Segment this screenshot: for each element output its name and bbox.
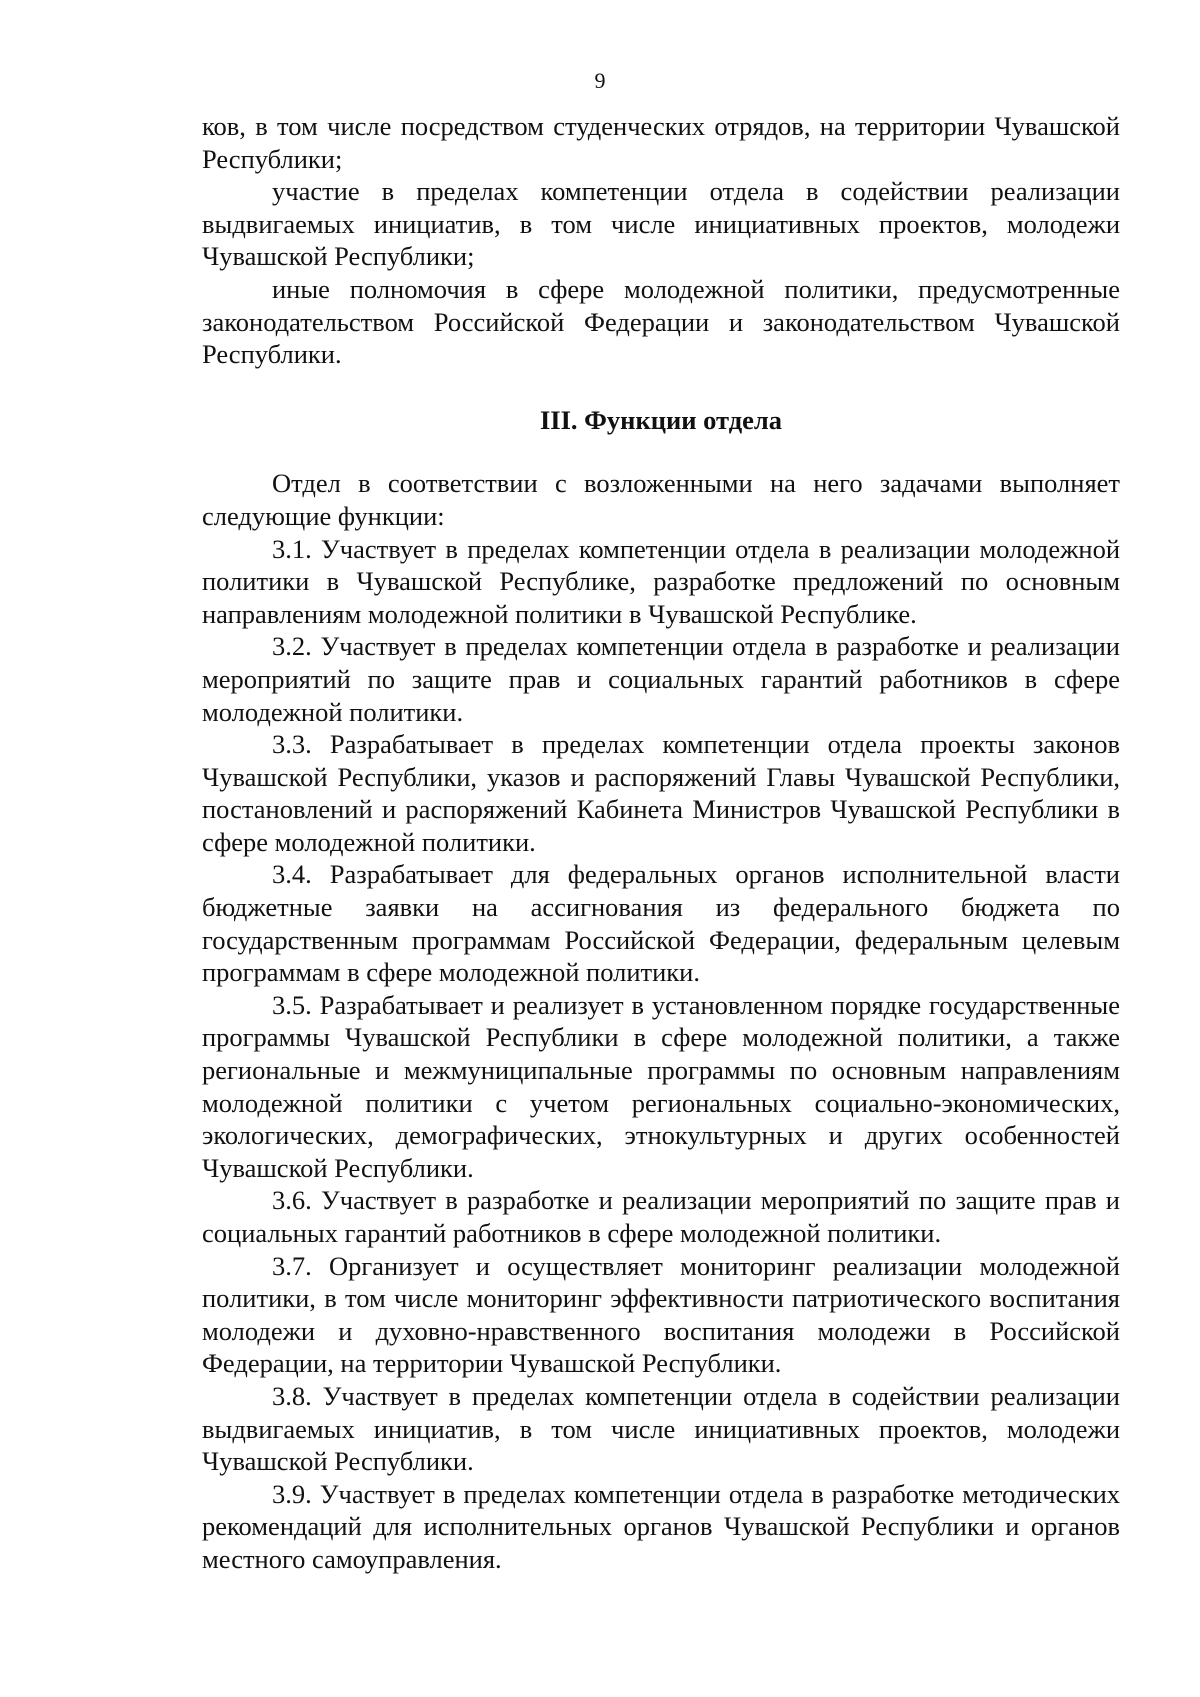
- paragraph-continuation: ков, в том числе посредством студенческих отрядов, на территории Чувашской Республики;: [202, 111, 1120, 174]
- function-item-3-1: 3.1. Участвует в пределах компетенции отдела в реализации молодежной политики в Чувашской Республике, разработке предложений по основным направлениям молодежной политики в Чувашской Республике.: [202, 533, 1120, 629]
- functions-intro: Отдел в соответствии с возложенными на него задачами выполняет следующие функции:: [202, 468, 1120, 531]
- paragraph-other-powers: иные полномочия в сфере молодежной политики, предусмотренные законодательством Российской Федерации и законодательством Чувашской Республики.: [202, 273, 1120, 370]
- function-item-3-2: 3.2. Участвует в пределах компетенции отдела в разработке и реализации мероприятий по защите прав и социальных гарантий работников в сфере молодежной политики.: [202, 631, 1120, 727]
- function-item-3-5: 3.5. Разрабатывает и реализует в установленном порядке государственные программы Чувашской Республики в сфере молодежной политики, а также региональные и межмуниципальные программы по основным направлениям молодежной политики с учетом региональных социально-экономических, экологических, демографических, этнокультурных и других особенностей Чувашской Республики.: [202, 989, 1120, 1183]
- function-item-3-3: 3.3. Разрабатывает в пределах компетенции отдела проекты законов Чувашской Республики, указов и распоряжений Главы Чувашской Республики, постановлений и распоряжений Кабинета Министров Чувашской Республики в сфере молодежной политики.: [202, 729, 1120, 857]
- paragraph-initiatives: участие в пределах компетенции отдела в содействии реализации выдвигаемых инициатив, в том числе инициативных проектов, молодежи Чувашской Республики;: [202, 176, 1120, 272]
- document-body: [202, 110, 1120, 1576]
- function-item-3-6: 3.6. Участвует в разработке и реализации мероприятий по защите прав и социальных гарантий работников в сфере молодежной политики.: [202, 1185, 1120, 1248]
- page-number: 9: [594, 68, 606, 93]
- function-item-3-7: 3.7. Организует и осуществляет мониторинг реализации молодежной политики, в том числе мониторинг эффективности патриотического воспитания молодежи и духовно-нравственного воспитания молодежи в Российской Федерации, на территории Чувашской Республики.: [202, 1250, 1120, 1379]
- function-item-3-9: 3.9. Участвует в пределах компетенции отдела в разработке методических рекомендаций для исполнительных органов Чувашской Республики и органов местного самоуправления.: [202, 1478, 1120, 1574]
- function-item-3-4: 3.4. Разрабатывает для федеральных органов исполнительной власти бюджетные заявки на ассигнования из федерального бюджета по государственным программам Российской Федерации, федеральным целевым программам в сфере молодежной политики.: [202, 859, 1120, 988]
- function-item-3-8: 3.8. Участвует в пределах компетенции отдела в содействии реализации выдвигаемых инициатив, в том числе инициативных проектов, молодежи Чувашской Республики.: [202, 1380, 1120, 1477]
- section-heading: III. Функции отдела: [539, 404, 783, 435]
